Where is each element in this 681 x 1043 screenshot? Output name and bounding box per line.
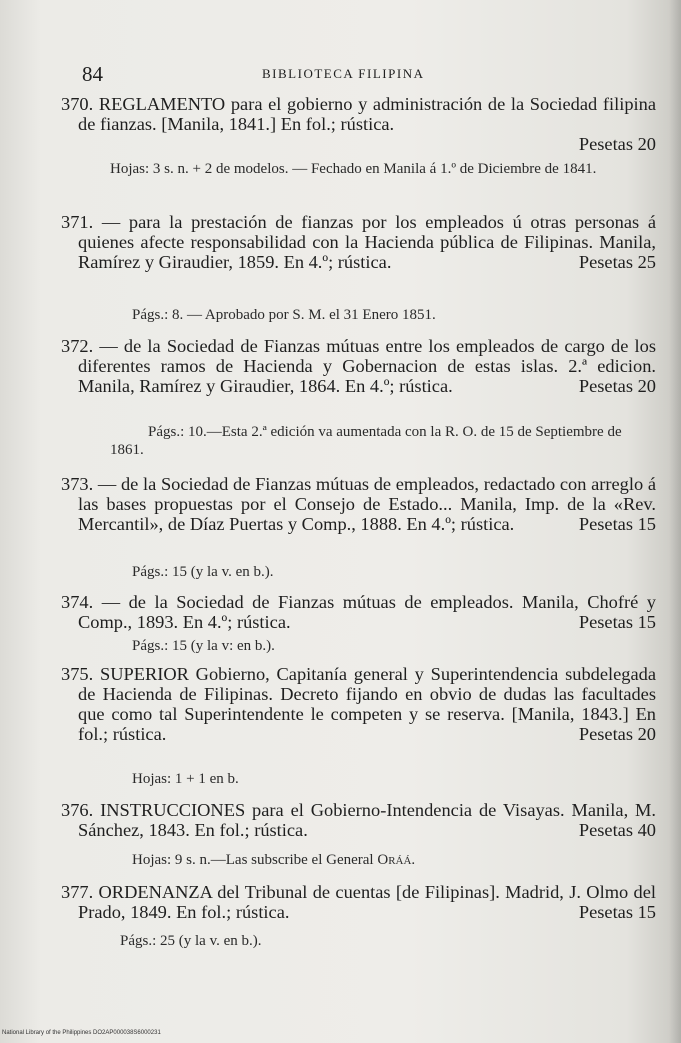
running-title: BIBLIOTECA FILIPINA [262,66,425,81]
entry-370 [61,94,656,154]
library-credit: National Library of the Philippines DO2AP000038S6000231 [2,1030,161,1036]
entry-number: 370. [61,94,94,114]
entry-note: Hojas: 3 s. n. + 2 de modelos. — Fechado en Manila á 1.º de Diciembre de 1841. [110,161,597,177]
entry-371 [61,212,656,272]
entry-price: Pesetas 20 [578,376,656,396]
entry-note [132,851,656,869]
entry-note: Págs.: 25 (y la v. en b.). [120,933,262,949]
page-edge-shadow [669,0,681,1043]
entry-375 [61,664,656,744]
entry-number: 373. [61,474,94,494]
entry-note: Págs.: 8. — Aprobado por S. M. el 31 Enero 1851. [132,307,436,323]
entry-number: 375. [61,664,94,684]
entry-373 [61,474,656,534]
entry-note: Págs.: 10.—Esta 2.ª edición va aumentada con la R. O. de 15 de Septiembre de 1861. [110,424,622,458]
entry-note-text: Hojas: 9 s. n.—Las subscribe el General [132,852,378,868]
entry-374 [61,592,656,632]
entry-note: Hojas: 1 + 1 en b. [132,771,239,787]
entry-number: 377. [61,882,94,902]
entry-price: Pesetas 40 [578,820,656,840]
entry-note: Págs.: 15 (y la v. en b.). [132,564,274,580]
entry-text: ORDENANZA del Tribunal de cuentas [de Filipinas]. Madrid, J. Olmo del Prado, 1849. En fol.; rústica. [78,882,656,922]
entry-text: INSTRUCCIONES para el Gobierno-Intendencia de Visayas. Manila, M. Sánchez, 1843. En fol.; rústica. [78,800,656,840]
page-number: 84 [82,62,103,86]
entry-price: Pesetas 20 [578,134,656,154]
entry-376 [61,800,656,840]
entry-price: Pesetas 15 [578,902,656,922]
entry-text: — de la Sociedad de Fianzas mútuas de empleados, redactado con arreglo á las bases propuestas por el Consejo de Estado... Manila, Imp. de la «Rev. Mercantil», de Díaz Puertas y Comp., 1888. En 4.º; rústica. [78,474,656,534]
entry-377 [61,882,656,922]
entry-price: Pesetas 15 [578,514,656,534]
entry-372 [61,336,656,396]
entry-text: REGLAMENTO para el gobierno y administración de la Sociedad filipina de fianzas. [Manila, 1841.] En fol.; rústica. [78,94,656,134]
entry-text: — de la Sociedad de Fianzas mútuas de empleados. Manila, Chofré y Comp., 1893. En 4.º; rústica. [78,592,656,632]
entry-note-name: Oráá. [377,852,416,868]
entry-text: SUPERIOR Gobierno, Capitanía general y Superintendencia subdelegada de Hacienda de Filipinas. Decreto fijando en obvio de dudas las facultades que como tal Superintendente le competen y se reserva. [Manila, 1843.] En fol.; rústica. [78,664,656,744]
entry-number: 374. [61,592,94,612]
entry-text: — de la Sociedad de Fianzas mútuas entre los empleados de cargo de los diferentes ramos de Hacienda y Gobernacion de estas islas. 2.ª edicion. Manila, Ramírez y Giraudier, 1864. En 4.º; rústica. [78,336,656,396]
entry-price: Pesetas 20 [578,724,656,744]
entry-price: Pesetas 15 [578,612,656,632]
entry-number: 371. [61,212,94,232]
entry-note: Págs.: 15 (y la v: en b.). [132,638,275,654]
entry-text: — para la prestación de fianzas por los empleados ú otras personas á quienes afecte responsabilidad con la Hacienda pública de Filipinas. Manila, Ramírez y Giraudier, 1859. En 4.º; rústica. [78,212,656,272]
entry-number: 376. [61,800,94,820]
entry-number: 372. [61,336,94,356]
entry-price: Pesetas 25 [578,252,656,272]
